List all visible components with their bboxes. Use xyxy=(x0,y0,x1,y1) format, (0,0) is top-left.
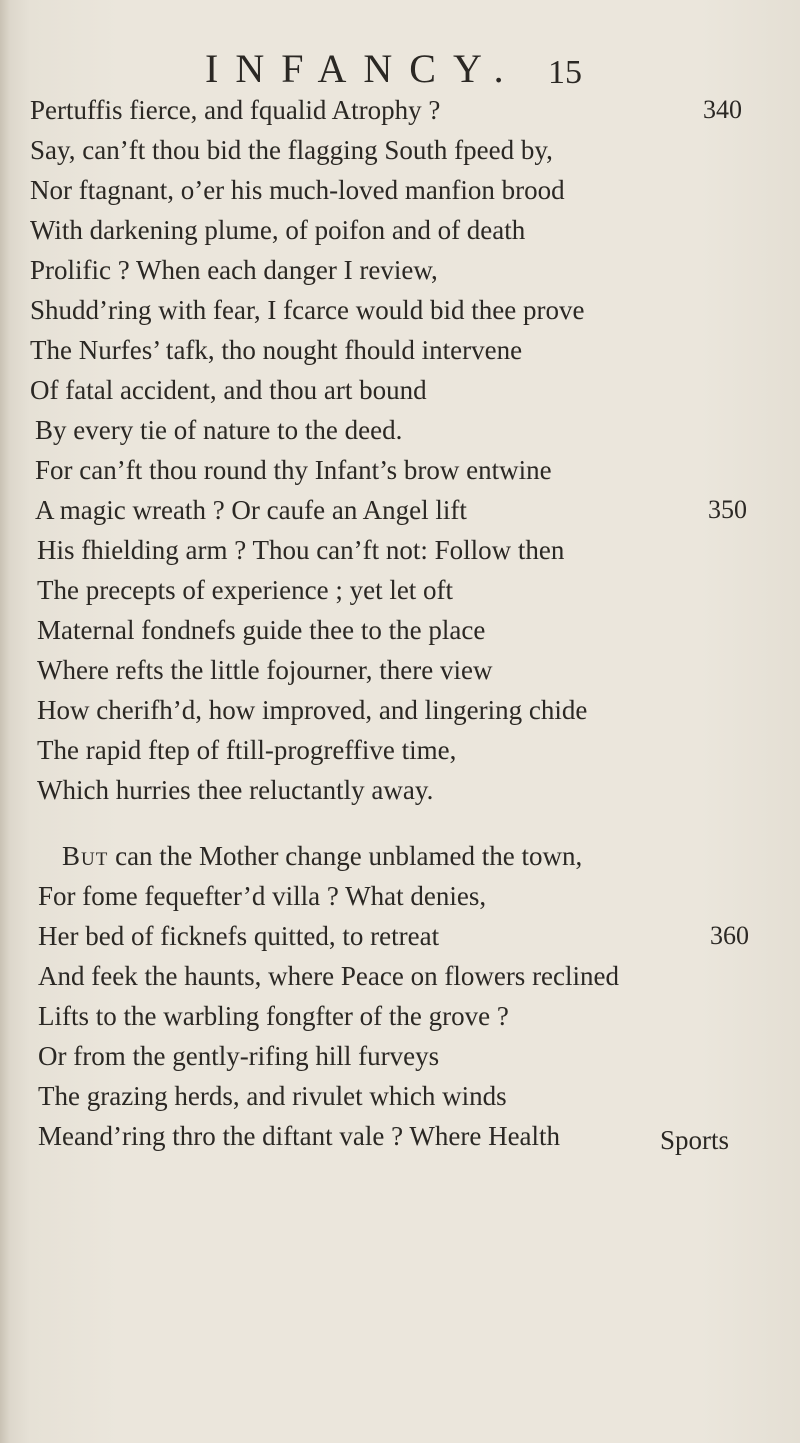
verse-line xyxy=(0,90,800,130)
catchword: Sports xyxy=(660,1125,730,1155)
verse-line xyxy=(0,570,800,610)
verse-line xyxy=(0,330,800,370)
verse-line xyxy=(0,130,800,170)
verse-line xyxy=(0,250,800,290)
verse-line-text: Of fatal accident, and thou art bound xyxy=(30,375,427,405)
verse-line xyxy=(0,210,800,250)
line-number: 350 xyxy=(708,495,747,524)
verse-line xyxy=(0,996,800,1036)
verse-line-text: Meand’ring thro the diftant vale ? Where Health xyxy=(38,1121,561,1151)
verse-line xyxy=(0,650,800,690)
verse-line-text: Pertuffis fierce, and fqualid Atrophy ? xyxy=(30,95,441,125)
verse-line-text: The precepts of experience ; yet let oft xyxy=(37,575,454,605)
verse-line-text: For can’ft thou round thy Infant’s brow entwine xyxy=(35,455,552,485)
running-title: INFANCY. xyxy=(205,46,521,91)
page-header xyxy=(0,44,800,94)
verse-line-text: Lifts to the warbling fongfter of the grove ? xyxy=(38,1001,509,1031)
verse-line-text: Which hurries thee reluctantly away. xyxy=(37,775,434,805)
verse-line xyxy=(0,730,800,770)
verse-line-text xyxy=(62,836,582,876)
verse-line-text: The Nurfes’ tafk, tho nought fhould intervene xyxy=(30,335,523,365)
verse-line-text: Or from the gently-rifing hill furveys xyxy=(38,1041,440,1071)
verse-line xyxy=(0,770,800,810)
verse-line xyxy=(0,836,800,876)
verse-line xyxy=(0,450,800,490)
verse-line xyxy=(0,876,800,916)
verse-line-text: Shudd’ring with fear, I fcarce would bid thee prove xyxy=(30,295,585,325)
verse-line xyxy=(0,410,800,450)
verse-line-text: Her bed of ficknefs quitted, to retreat xyxy=(38,921,440,951)
verse-line-text: By every tie of nature to the deed. xyxy=(35,415,403,445)
verse-line-text: Prolific ? When each danger I review, xyxy=(30,255,438,285)
line-number: 340 xyxy=(703,95,742,124)
verse-line xyxy=(0,916,800,956)
verse-line xyxy=(0,1036,800,1076)
stanza-opening-line-rest: can the Mother change unblamed the town, xyxy=(108,841,583,871)
verse-line-text: The grazing herds, and rivulet which winds xyxy=(38,1081,507,1111)
verse-line-text: A magic wreath ? Or caufe an Angel lift xyxy=(35,495,467,525)
verse-line-text: For fome fequefter’d villa ? What denies, xyxy=(38,881,487,911)
line-number: 360 xyxy=(710,921,749,950)
verse-line xyxy=(0,170,800,210)
page-number: 15 xyxy=(548,54,582,91)
verse-line-text: Where refts the little fojourner, there view xyxy=(37,655,493,685)
stanza-opening-word: But xyxy=(62,841,109,871)
verse-line xyxy=(0,690,800,730)
verse-line xyxy=(0,290,800,330)
verse-line-text: The rapid ftep of ftill-progreffive time, xyxy=(37,735,457,765)
verse-line-text: Nor ftagnant, o’er his much-loved manfion brood xyxy=(30,175,565,205)
verse-line xyxy=(0,370,800,410)
verse-line xyxy=(0,956,800,996)
verse-line-text: With darkening plume, of poifon and of death xyxy=(30,215,526,245)
verse-line xyxy=(0,1076,800,1116)
verse-line-text: Say, can’ft thou bid the flagging South fpeed by, xyxy=(30,135,553,165)
verse-line-text: His fhielding arm ? Thou can’ft not: Follow then xyxy=(37,535,565,565)
verse-line-text: Maternal fondnefs guide thee to the place xyxy=(37,615,486,645)
verse-line xyxy=(0,490,800,530)
verse-line-text: How cherifh’d, how improved, and lingering chide xyxy=(37,695,588,725)
verse-line-text: And feek the haunts, where Peace on flowers reclined xyxy=(38,961,620,991)
verse-line xyxy=(0,610,800,650)
verse-line xyxy=(0,530,800,570)
